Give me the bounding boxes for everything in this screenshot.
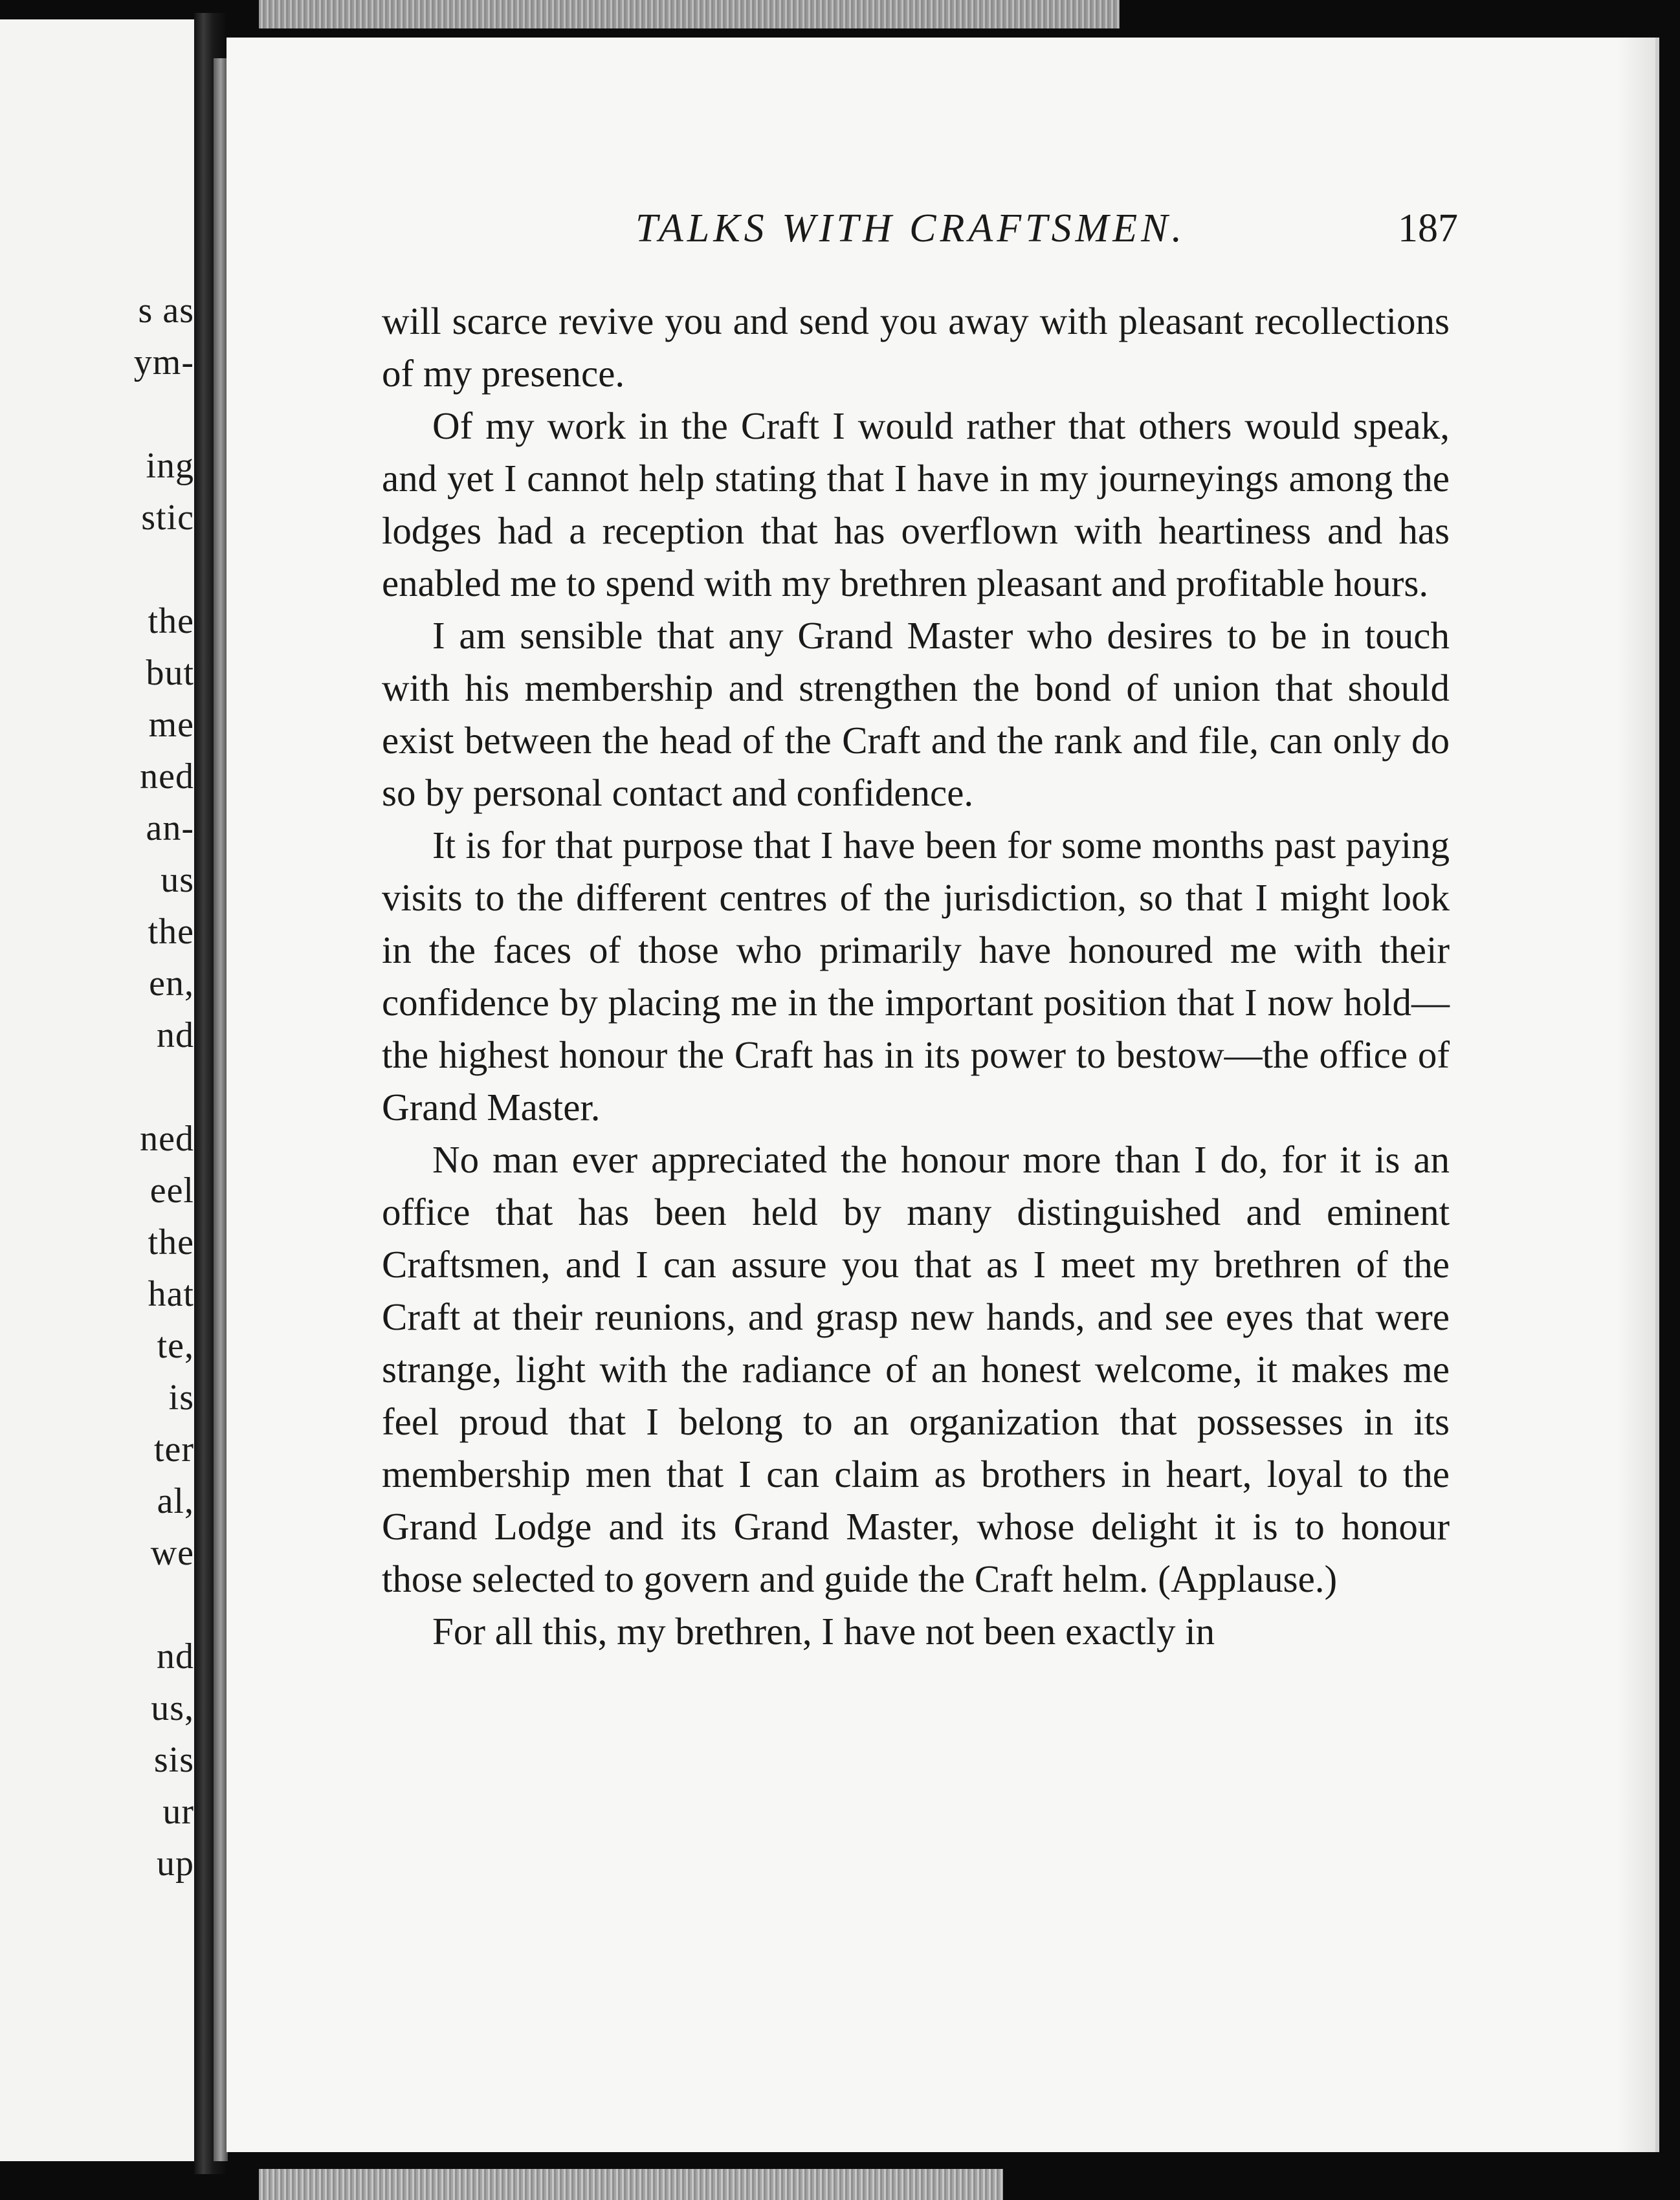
paragraph: Of my work in the Craft I would rather that others would speak, and yet I cannot help stating that I have in my journeyings among the lodges had a reception that has overflown with heartiness and has enabled me to spend with my brethren pleasant and profitable hours.	[382, 404, 1450, 604]
running-title: TALKS WITH CRAFTSMEN.	[636, 206, 1186, 250]
line-ending: ur	[162, 1792, 194, 1832]
line-ending: us,	[151, 1688, 194, 1728]
line-ending: ing	[146, 446, 194, 486]
book-page	[227, 38, 1659, 2152]
line-ending: an-	[146, 808, 194, 848]
facing-page-line-endings	[0, 19, 194, 2161]
line-ending: ym-	[133, 342, 194, 382]
line-ending: s as	[138, 291, 194, 331]
line-ending: ter	[153, 1429, 194, 1469]
paragraph: For all this, my brethren, I have not been exactly in	[432, 1610, 1215, 1653]
line-ending: is	[168, 1378, 194, 1418]
paragraph: No man ever appreciated the honour more than I do, for it is an office that has been held by many distinguished and eminent Craftsmen, and I can assure you that as I meet my brethren of the Craft at their reunions, and grasp new hands, and see eyes that were strange, light with the radiance of an honest welcome, it makes me feel proud that I belong to an organization that possesses in its membership men that I can claim as brothers in heart, loyal to the Grand Lodge and its Grand Master, whose delight it is to honour those selected to govern and guide the Craft helm. (Applause.)	[382, 1138, 1450, 1600]
line-ending: nd	[157, 1015, 194, 1055]
line-ending: al,	[157, 1481, 194, 1521]
page-shadow	[1617, 38, 1655, 2152]
line-ending: the	[148, 1222, 194, 1262]
line-ending: me	[148, 705, 194, 745]
paragraph: I am sensible that any Grand Master who desires to be in touch with his membership and strengthen the bond of union that should exist between the head of the Craft and the rank and file, can only do so by personal contact and confidence.	[382, 614, 1450, 814]
scanner-background-top	[259, 0, 1120, 28]
running-head	[227, 193, 1655, 264]
line-ending: us	[160, 860, 194, 900]
line-ending: up	[157, 1843, 194, 1884]
line-ending: stic	[141, 498, 194, 538]
line-ending: but	[146, 653, 194, 693]
line-ending: te,	[157, 1326, 194, 1366]
line-ending: we	[150, 1533, 194, 1573]
paragraph: It is for that purpose that I have been for some months past paying visits to the different centres of the jurisdiction, so that I might look in the faces of those who primarily have honoured me with their confidence by placing me in the important position that I now hold—the highest honour the Craft has in its power to bestow—the office of Grand Master.	[382, 824, 1450, 1128]
facing-page-left	[0, 19, 194, 2161]
line-ending: hat	[148, 1274, 194, 1314]
line-ending: eel	[149, 1171, 194, 1211]
line-ending: sis	[153, 1740, 194, 1780]
page-number: 187	[1398, 206, 1458, 250]
line-ending: en,	[149, 963, 194, 1004]
line-ending: the	[148, 912, 194, 952]
line-ending: nd	[157, 1636, 194, 1677]
scanner-background-bottom	[259, 2169, 1003, 2200]
paragraph: will scarce revive you and send you away with pleasant recollections of my presence.	[382, 300, 1450, 395]
line-ending: the	[148, 601, 194, 641]
body-text	[382, 295, 1450, 1658]
line-ending: ned	[140, 1119, 194, 1159]
line-ending: ned	[140, 756, 194, 797]
page-edge	[214, 58, 228, 2161]
